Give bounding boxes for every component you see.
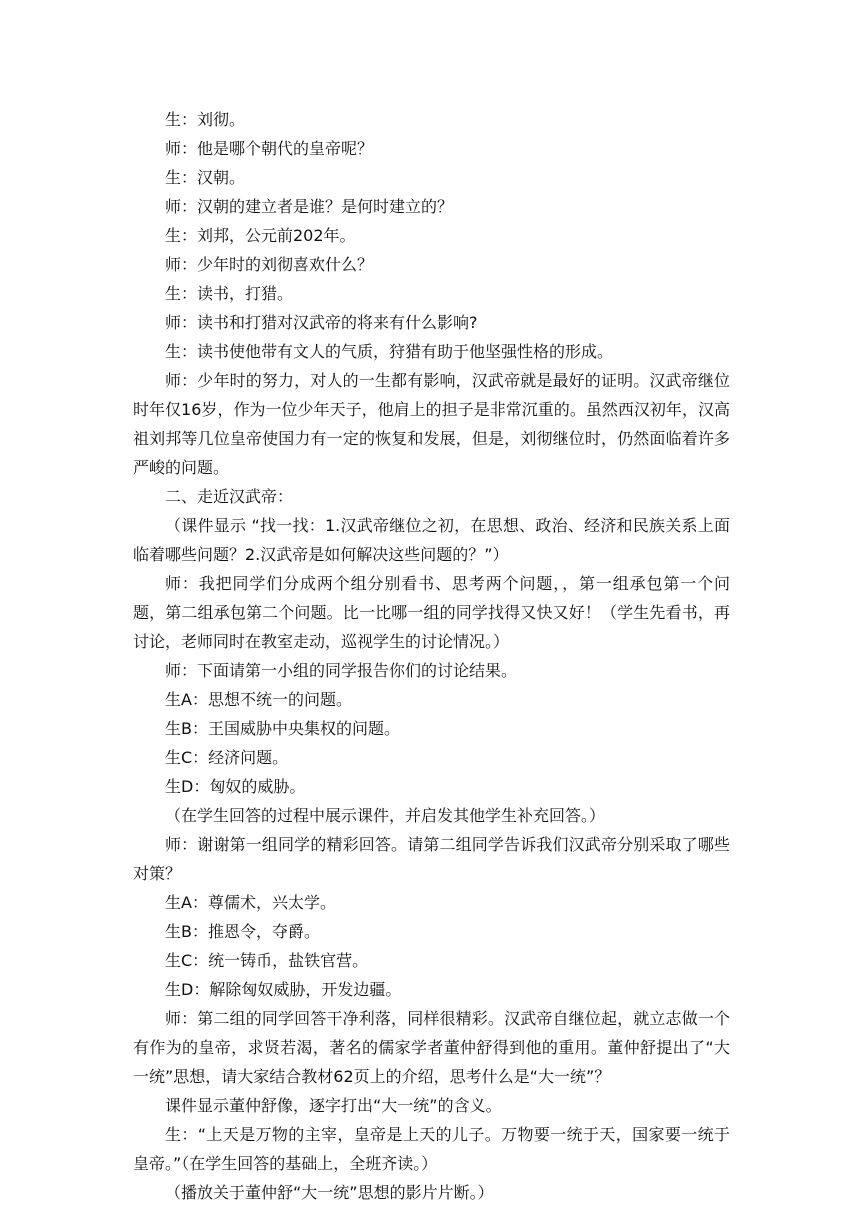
dialogue-line: 生B：推恩令，夺爵。: [165, 922, 320, 941]
dialogue-line: 生A：尊儒术，兴太学。: [165, 893, 336, 912]
dialogue-line: 师：他是哪个朝代的皇帝呢？: [165, 139, 374, 158]
dialogue-line: 生D：匈奴的威胁。: [165, 777, 306, 796]
dialogue-line: 生：刘邦，公元前202年。: [165, 226, 356, 245]
dialogue-paragraph: 师：少年时的努力，对人的一生都有影响，汉武帝就是最好的证明。汉武帝继位时年仅16岁，作为一位少年天子，他肩上的担子是非常沉重的。虽然西汉初年，汉高祖刘邦等几位皇帝使国力有一定的恢复和发展，但是，刘彻继位时，仍然面临着许多严峻的问题。: [133, 371, 730, 477]
dialogue-line: 生B：王国威胁中央集权的问题。: [165, 719, 400, 738]
dialogue-line: 师：读书和打猎对汉武帝的将来有什么影响?: [165, 313, 478, 332]
classroom-note: （在学生回答的过程中展示课件，并启发其他学生补充回答。）: [165, 806, 606, 825]
dialogue-line: 生：刘彻。: [165, 110, 246, 129]
dialogue-paragraph: 生：“上天是万物的主宰，皇帝是上天的儿子。万物要一统于天，国家要一统于皇帝。”（在学生回答的基础上，全班齐读。）: [133, 1125, 730, 1173]
dialogue-line: 师：下面请第一小组的同学报告你们的讨论结果。: [165, 661, 518, 680]
dialogue-line: 生C：统一铸币，盐铁官营。: [165, 951, 369, 970]
classroom-note: （播放关于董仲舒“大一统”思想的影片片断。）: [165, 1183, 494, 1202]
dialogue-line: 生：汉朝。: [165, 168, 246, 187]
dialogue-line: 生A：思想不统一的问题。: [165, 690, 352, 709]
section-heading: 二、走近汉武帝：: [165, 487, 294, 506]
dialogue-line: 生：读书使他带有文人的气质，狩猎有助于他坚强性格的形成。: [165, 342, 614, 361]
dialogue-paragraph: 师：谢谢第一组同学的精彩回答。请第二组同学告诉我们汉武帝分别采取了哪些对策？: [133, 835, 730, 883]
dialogue-line: 师：汉朝的建立者是谁？是何时建立的？: [165, 197, 454, 216]
dialogue-line: 生C：经济问题。: [165, 748, 289, 767]
dialogue-paragraph: 师：第二组的同学回答干净利落，同样很精彩。汉武帝自继位起，就立志做一个有作为的皇帝，求贤若渴，著名的儒家学者董仲舒得到他的重用。董仲舒提出了“大一统”思想，请大家结合教材62页上的介绍，思考什么是“大一统”？: [133, 1009, 730, 1086]
dialogue-line: 生：读书，打猎。: [165, 284, 294, 303]
courseware-note: 课件显示董仲舒像，逐字打出“大一统”的含义。: [165, 1096, 502, 1115]
dialogue-line: 师：少年时的刘彻喜欢什么？: [165, 255, 374, 274]
dialogue-paragraph: 师：我把同学们分成两个组分别看书、思考两个问题，，第一组承包第一个问题，第二组承包第二个问题。比一比哪一组的同学找得又快又好！（学生先看书，再讨论，老师同时在教室走动，巡视学生的讨论情况。）: [133, 574, 730, 651]
dialogue-line: 生D：解除匈奴威胁，开发边疆。: [165, 980, 402, 999]
courseware-note: （课件显示 “找一找：1.汉武帝继位之初，在思想、政治、经济和民族关系上面临着哪些问题？2.汉武帝是如何解决这些问题的？”）: [133, 516, 730, 564]
